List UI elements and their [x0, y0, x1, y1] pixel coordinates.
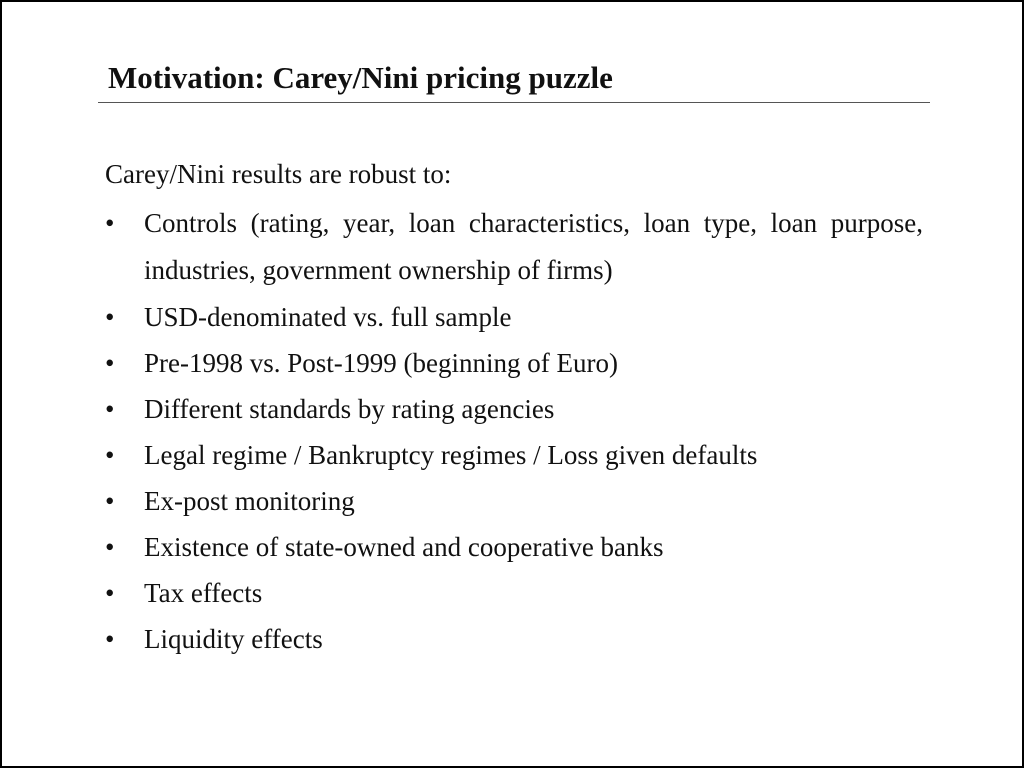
bullet-icon: • — [105, 440, 115, 470]
bullet-icon: • — [105, 578, 115, 608]
slide-title: Motivation: Carey/Nini pricing puzzle — [108, 60, 613, 95]
bullet-list — [105, 200, 923, 662]
bullet-item — [105, 432, 923, 478]
bullet-icon: • — [105, 348, 115, 378]
title-divider — [98, 102, 930, 103]
bullet-item — [105, 386, 923, 432]
bullet-item — [105, 616, 923, 662]
bullet-icon: • — [105, 208, 115, 238]
bullet-item — [105, 200, 923, 294]
bullet-icon: • — [105, 532, 115, 562]
bullet-icon: • — [105, 394, 115, 424]
bullet-text: USD-denominated vs. full sample — [144, 302, 512, 332]
bullet-item — [105, 294, 923, 340]
bullet-text: Controls (rating, year, loan characteristics, loan type, loan purpose, industries, government ownership of firms) — [144, 208, 923, 285]
intro-text: Carey/Nini results are robust to: — [105, 159, 452, 189]
bullet-text: Tax effects — [144, 578, 263, 608]
bullet-item — [105, 524, 923, 570]
bullet-text: Pre-1998 vs. Post-1999 (beginning of Euro) — [144, 348, 618, 378]
bullet-item — [105, 340, 923, 386]
bullet-icon: • — [105, 624, 115, 654]
bullet-icon: • — [105, 302, 115, 332]
bullet-item — [105, 478, 923, 524]
bullet-text: Different standards by rating agencies — [144, 394, 555, 424]
bullet-item — [105, 570, 923, 616]
bullet-text: Existence of state-owned and cooperative banks — [144, 532, 664, 562]
bullet-text: Ex-post monitoring — [144, 486, 355, 516]
bullet-text: Legal regime / Bankruptcy regimes / Loss given defaults — [144, 440, 758, 470]
bullet-text: Liquidity effects — [144, 624, 323, 654]
bullet-icon: • — [105, 486, 115, 516]
